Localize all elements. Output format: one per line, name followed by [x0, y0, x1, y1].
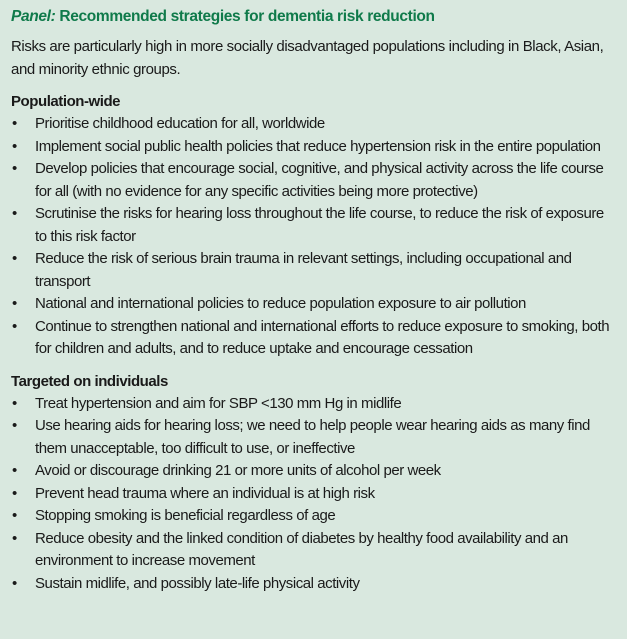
section-population-wide — [11, 91, 617, 361]
list-item-text: Prioritise childhood education for all, worldwide — [35, 115, 325, 132]
list-item-text: Scrutinise the risks for hearing loss throughout the life course, to reduce the risk of exposure to this risk factor — [35, 205, 604, 245]
list-item — [11, 136, 617, 159]
bullet-icon: • — [12, 160, 17, 177]
list-item-text: Implement social public health policies that reduce hypertension risk in the entire population — [35, 137, 601, 155]
panel-title-lead: Panel: — [11, 8, 56, 25]
bullet-icon: • — [12, 205, 17, 222]
list-item-text: Use hearing aids for hearing loss; we need to help people wear hearing aids as many find them unacceptable, too difficult to use, or ineffective — [35, 417, 590, 457]
list-item — [11, 293, 617, 316]
list-item-text: National and international policies to reduce population exposure to air pollution — [35, 295, 526, 312]
list-item-text: Reduce the risk of serious brain trauma in relevant settings, including occupational and transport — [35, 250, 572, 290]
panel-intro: Risks are particularly high in more socially disadvantaged populations including in Black, Asian, and minority ethnic groups. — [11, 38, 604, 78]
list-item-text: Prevent head trauma where an individual is at high risk — [35, 484, 375, 502]
list-item — [11, 483, 617, 506]
bullet-icon: • — [12, 574, 17, 592]
list-item — [11, 203, 617, 248]
section-heading: Targeted on individuals — [11, 372, 168, 390]
bullet-icon: • — [12, 484, 17, 502]
bullet-icon: • — [12, 507, 17, 524]
list-item — [11, 415, 617, 460]
bullet-icon: • — [12, 115, 17, 132]
panel-title — [11, 6, 617, 28]
list-item — [11, 113, 617, 136]
list-item — [11, 460, 617, 483]
list-item-text: Treat hypertension and aim for SBP <130 mm Hg in midlife — [35, 394, 402, 412]
bullet-icon: • — [12, 462, 17, 479]
list-item-text: Continue to strengthen national and international efforts to reduce exposure to smoking, both for children and adults, and to reduce uptake and encourage cessation — [35, 317, 610, 357]
list-item — [11, 505, 617, 528]
list-item-text: Avoid or discourage drinking 21 or more units of alcohol per week — [35, 462, 441, 479]
list-item — [11, 248, 617, 293]
list-item — [11, 393, 617, 416]
strategy-list — [11, 113, 617, 361]
list-item — [11, 158, 617, 203]
bullet-icon: • — [12, 394, 17, 412]
list-item-text: Sustain midlife, and possibly late-life physical activity — [35, 574, 360, 592]
section-heading: Population-wide — [11, 93, 121, 110]
bullet-icon: • — [12, 529, 17, 547]
list-item-text: Develop policies that encourage social, cognitive, and physical activity across the life course for all (with no evidence for any specific activities being more protective) — [35, 160, 604, 200]
panel-title-text: Recommended strategies for dementia risk reduction — [55, 8, 435, 25]
bullet-icon: • — [12, 317, 17, 335]
bullet-icon: • — [12, 295, 17, 312]
section-targeted-on-individuals — [11, 371, 617, 596]
list-item-text: Stopping smoking is beneficial regardless of age — [35, 507, 336, 524]
list-item — [11, 573, 617, 596]
list-item — [11, 316, 617, 361]
strategy-list — [11, 393, 617, 596]
bullet-icon: • — [12, 417, 17, 434]
list-item — [11, 528, 617, 573]
bullet-icon: • — [12, 137, 17, 155]
bullet-icon: • — [12, 250, 17, 267]
list-item-text: Reduce obesity and the linked condition of diabetes by healthy food availability and an environment to increase movement — [35, 529, 568, 569]
